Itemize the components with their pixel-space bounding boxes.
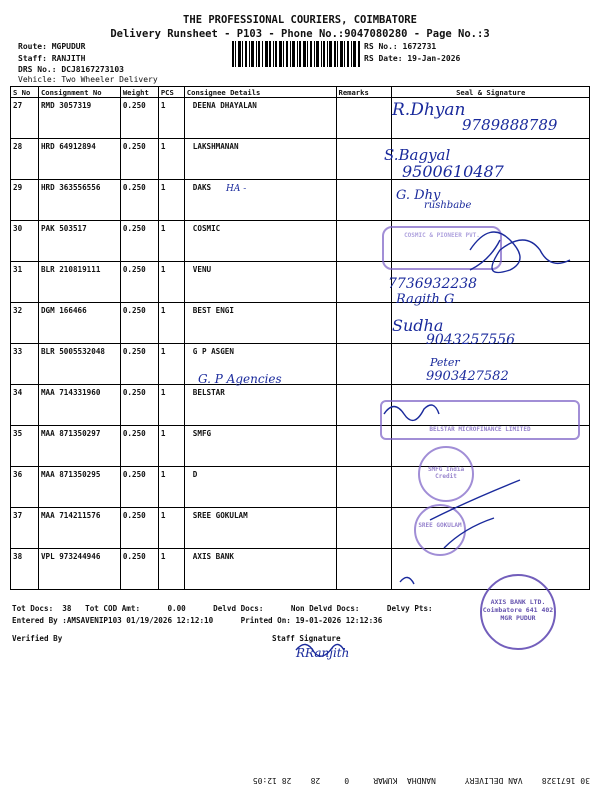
row-consignment: HRD 363556556 [38,180,120,221]
row-pcs: 1 [158,508,184,549]
row-weight: 0.250 [120,139,158,180]
row-weight: 0.250 [120,549,158,590]
row-pcs: 1 [158,180,184,221]
row-consignee: D [184,467,336,508]
row-weight: 0.250 [120,98,158,139]
row-consignment: MAA 871350297 [38,426,120,467]
row-consignee: BEST ENGI [184,303,336,344]
runsheet-subtitle: Delivery Runsheet - P103 - Phone No.:9047080280 - Page No.:3 [110,28,490,40]
reverse-print-line: 30 1671328 VAN DELIVERY NANDHA KUMAR 0 28 28 12:05 [252,776,590,785]
cosmic-stamp: COSMIC & PIONEER PVT. [382,226,502,270]
row-sno: 29 [11,180,39,221]
row-consignment: BLR 5005532048 [38,344,120,385]
row-consignment: VPL 973244946 [38,549,120,590]
phone-row-31: 7736932238 [388,276,478,292]
drs-number: DRS No.: DCJ8167273103 [18,65,124,74]
row-consignee: DAKS [184,180,336,221]
smfg-stamp: SMFG India Credit [418,446,474,502]
col-weight: Weight [120,87,158,98]
row-consignment: MAA 714331960 [38,385,120,426]
row-weight: 0.250 [120,426,158,467]
row-consignment: RMD 3057319 [38,98,120,139]
entered-by-line: Entered By :AMSAVENIP103 01/19/2026 12:12:10 Printed On: 19-01-2026 12:12:36 [12,616,383,625]
row-weight: 0.250 [120,385,158,426]
note-row-29: rushbabe [424,200,472,211]
row-consignment: MAA 714211576 [38,508,120,549]
staff-signature: RRanjith [296,646,350,660]
col-signature: Seal & Signature [392,87,590,98]
name-row-31: Ragith G [396,292,455,307]
row-consignee: LAKSHMANAN [184,139,336,180]
row-pcs: 1 [158,221,184,262]
col-pcs: PCS [158,87,184,98]
gokulam-stamp: SREE GOKULAM [414,504,466,556]
row-sno: 32 [11,303,39,344]
row-pcs: 1 [158,426,184,467]
row-pcs: 1 [158,262,184,303]
row-consignee: G P ASGEN [184,344,336,385]
phone-row-32: 9043257556 [426,332,516,348]
row-sno: 37 [11,508,39,549]
name-row-32: Sudha [392,316,444,335]
row-pcs: 1 [158,139,184,180]
consignee-suffix-row-29: HA - [226,184,247,194]
row-weight: 0.250 [120,180,158,221]
row-weight: 0.250 [120,344,158,385]
row-sno: 36 [11,467,39,508]
axis-bank-stamp: AXIS BANK LTD. Coimbatore 641 402 MGR PUDUR [480,574,556,650]
row-pcs: 1 [158,467,184,508]
row-consignment: HRD 64912894 [38,139,120,180]
row-pcs: 1 [158,344,184,385]
signature-row-29: G. Dhy [396,188,441,203]
row-consignee: COSMIC [184,221,336,262]
row-pcs: 1 [158,385,184,426]
row-weight: 0.250 [120,303,158,344]
phone-row-33: 9903427582 [426,369,509,384]
belstar-stamp: BELSTAR MICROFINANCE LIMITED [380,400,580,440]
col-consignee: Consignee Details [184,87,336,98]
row-sno: 27 [11,98,39,139]
row-consignee: AXIS BANK [184,549,336,590]
signature-row-28: S.Bagyal [384,146,451,164]
row-sno: 28 [11,139,39,180]
staff-label: Staff: RANJITH [18,54,86,63]
note-row-33: G. P Agencies [198,372,282,386]
row-consignment: MAA 871350295 [38,467,120,508]
vehicle-label: Vehicle: Two Wheeler Delivery [18,75,158,84]
row-weight: 0.250 [120,262,158,303]
row-consignee: BELSTAR [184,385,336,426]
totals-line: Tot Docs: 38 Tot COD Amt: 0.00 Delvd Docs: Non Delvd Docs: Delvy Pts: [12,604,433,613]
row-sno: 31 [11,262,39,303]
row-consignment: BLR 210819111 [38,262,120,303]
signature-row-27: R.Dhyan [392,100,466,120]
row-weight: 0.250 [120,221,158,262]
phone-row-27: 9789888789 [462,116,558,134]
col-remarks: Remarks [336,87,392,98]
row-pcs: 1 [158,98,184,139]
staff-signature-label: Staff Signature [272,634,341,643]
row-sno: 30 [11,221,39,262]
route-label: Route: MGPUDUR [18,42,86,51]
company-title: THE PROFESSIONAL COURIERS, COIMBATORE [183,14,417,26]
name-row-33: Peter [430,356,460,369]
row-sno: 38 [11,549,39,590]
col-consignment: Consignment No [38,87,120,98]
row-consignment: DGM 166466 [38,303,120,344]
rs-number: RS No.: 1672731 [364,42,437,51]
row-consignee: DEENA DHAYALAN [184,98,336,139]
row-sno: 34 [11,385,39,426]
row-sno: 35 [11,426,39,467]
row-consignee: VENU [184,262,336,303]
row-pcs: 1 [158,303,184,344]
row-weight: 0.250 [120,508,158,549]
row-weight: 0.250 [120,467,158,508]
row-sno: 33 [11,344,39,385]
row-consignee: SREE GOKULAM [184,508,336,549]
rs-date: RS Date: 19-Jan-2026 [364,54,461,63]
verified-by-label: Verified By [12,634,63,643]
row-pcs: 1 [158,549,184,590]
row-consignee: SMFG [184,426,336,467]
row-consignment: PAK 503517 [38,221,120,262]
col-sno: S No [11,87,39,98]
phone-row-28: 9500610487 [402,162,504,181]
